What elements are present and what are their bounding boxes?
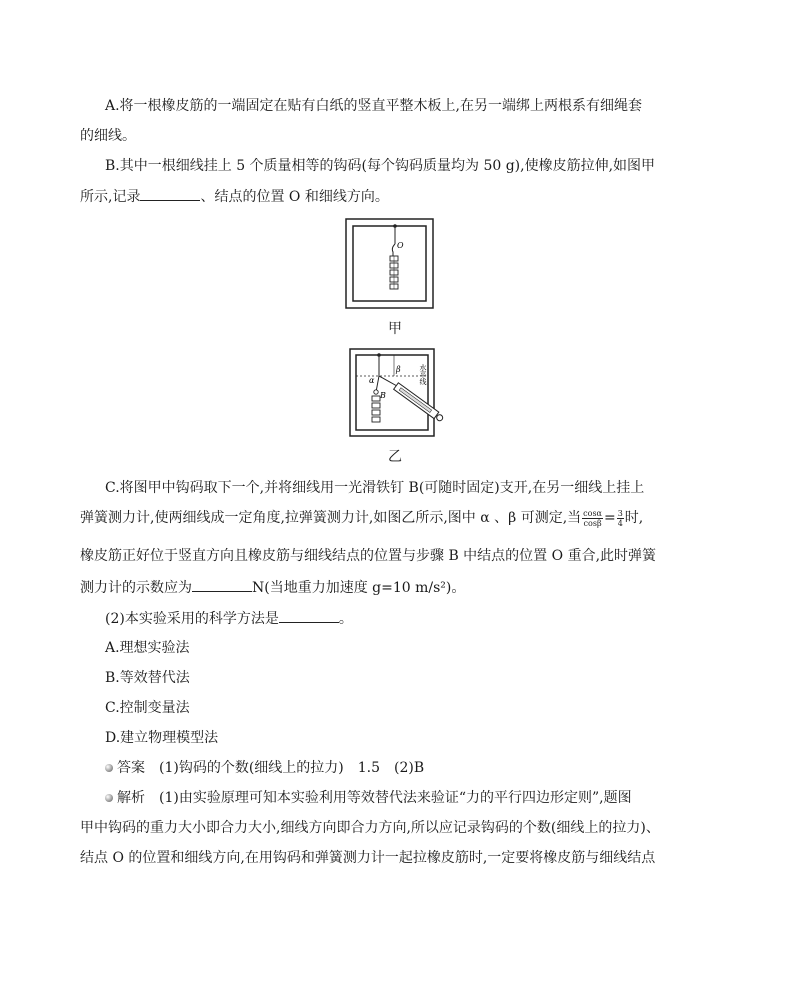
step-b-text-pre: 所示,记录 (80, 189, 141, 205)
step-a-line-2: 的细线。 (80, 128, 136, 144)
analysis-bullet-icon (105, 794, 113, 802)
step-c4-text-pre: 测力计的示数应为 (80, 580, 192, 596)
answer-blank-1 (140, 186, 200, 201)
step-c-line-2 (80, 508, 643, 528)
nail-b (374, 390, 378, 394)
weight-2 (372, 403, 380, 408)
angle-label-alpha: α (369, 376, 375, 385)
analysis-line-3: 结点 O 的位置和细线方向,在用钩码和弹簧测力计一起拉橡皮筋时,一定要将橡皮筋与细线结点 (80, 850, 656, 866)
answer-blank-3 (279, 608, 339, 623)
fraction-cos-numerator: cosα (583, 508, 602, 518)
answer-blank-2 (192, 577, 252, 592)
equals-sign: = (603, 510, 616, 526)
figure-jia-caption: 甲 (388, 321, 402, 337)
weight-3 (372, 410, 380, 415)
figure-jia (345, 218, 435, 310)
figure-yi (349, 348, 447, 438)
step-b-line-1: B.其中一根细线挂上 5 个质量相等的钩码(每个钩码质量均为 50 g),使橡皮筋拉伸,如图甲 (105, 158, 656, 174)
string-to-spring (379, 376, 397, 386)
weight-4 (372, 417, 380, 422)
analysis-text-1: 解析 (1)由实验原理可知本实验利用等效替代法来验证“力的平行四边形定则”,题图 (117, 790, 632, 806)
question-2-text: (2)本实验采用的科学方法是 (105, 611, 279, 627)
question-2 (105, 608, 353, 629)
option-a: A.理想实验法 (105, 640, 190, 656)
step-c-line-4 (80, 577, 465, 598)
option-d: D.建立物理模型法 (105, 730, 219, 746)
horizontal-line-label: 水平线 (419, 364, 427, 385)
answer-line (105, 758, 424, 778)
board-outer-frame (346, 219, 433, 308)
board-inner-frame (356, 355, 428, 430)
step-c4-text-post: N(当地重力加速度 g=10 m/s²)。 (252, 580, 466, 596)
fraction-ratio-numerator: 3 (617, 508, 623, 518)
step-c-text-pre: 弹簧测力计,使两细线成一定角度,拉弹簧测力计,如图乙所示,图中 α 、β 可测定,当 (80, 510, 582, 526)
nail-label-b: B (380, 391, 386, 400)
knot-label-o: O (397, 241, 404, 250)
spring-scale-slot (399, 388, 432, 413)
analysis-line-2: 甲中钩码的重力大小即合力大小,细线方向即合力方向,所以应记录钩码的个数(细线上的拉力)、 (80, 820, 660, 836)
figure-yi-caption: 乙 (388, 449, 402, 465)
step-c-line-3: 橡皮筋正好位于竖直方向且橡皮筋与细线结点的位置与步骤 B 中结点的位置 O 重合,此时弹簧 (80, 548, 657, 564)
step-c-text-post: 时, (624, 510, 644, 526)
fraction-ratio (617, 509, 624, 528)
board-inner-frame (353, 226, 426, 301)
option-c: C.控制变量法 (105, 700, 190, 716)
spring-scale (394, 383, 445, 423)
step-a-line-1: A.将一根橡皮筋的一端固定在贴有白纸的竖直平整木板上,在另一端绑上两根系有细绳套 (105, 98, 643, 114)
fraction-cos-denominator: cosβ (583, 518, 602, 528)
question-2-end: 。 (338, 611, 353, 627)
step-b-text-post: 、结点的位置 O 和细线方向。 (200, 189, 389, 205)
answer-bullet-icon (105, 764, 113, 772)
hook-string (392, 244, 395, 256)
board-outer-frame (350, 349, 434, 436)
fraction-cos (582, 509, 603, 528)
angle-label-beta: β (396, 365, 401, 374)
step-c-line-1: C.将图甲中钩码取下一个,并将细线用一光滑铁钉 B(可随时固定)支开,在另一细线上挂上 (105, 480, 645, 496)
answer-text: 答案 (1)钩码的个数(细线上的拉力) 1.5 (2)B (117, 760, 425, 776)
option-b: B.等效替代法 (105, 670, 190, 686)
step-b-line-2 (80, 186, 389, 207)
analysis-line-1 (105, 788, 632, 808)
fraction-ratio-denominator: 4 (617, 518, 623, 528)
weight-1 (372, 396, 380, 401)
